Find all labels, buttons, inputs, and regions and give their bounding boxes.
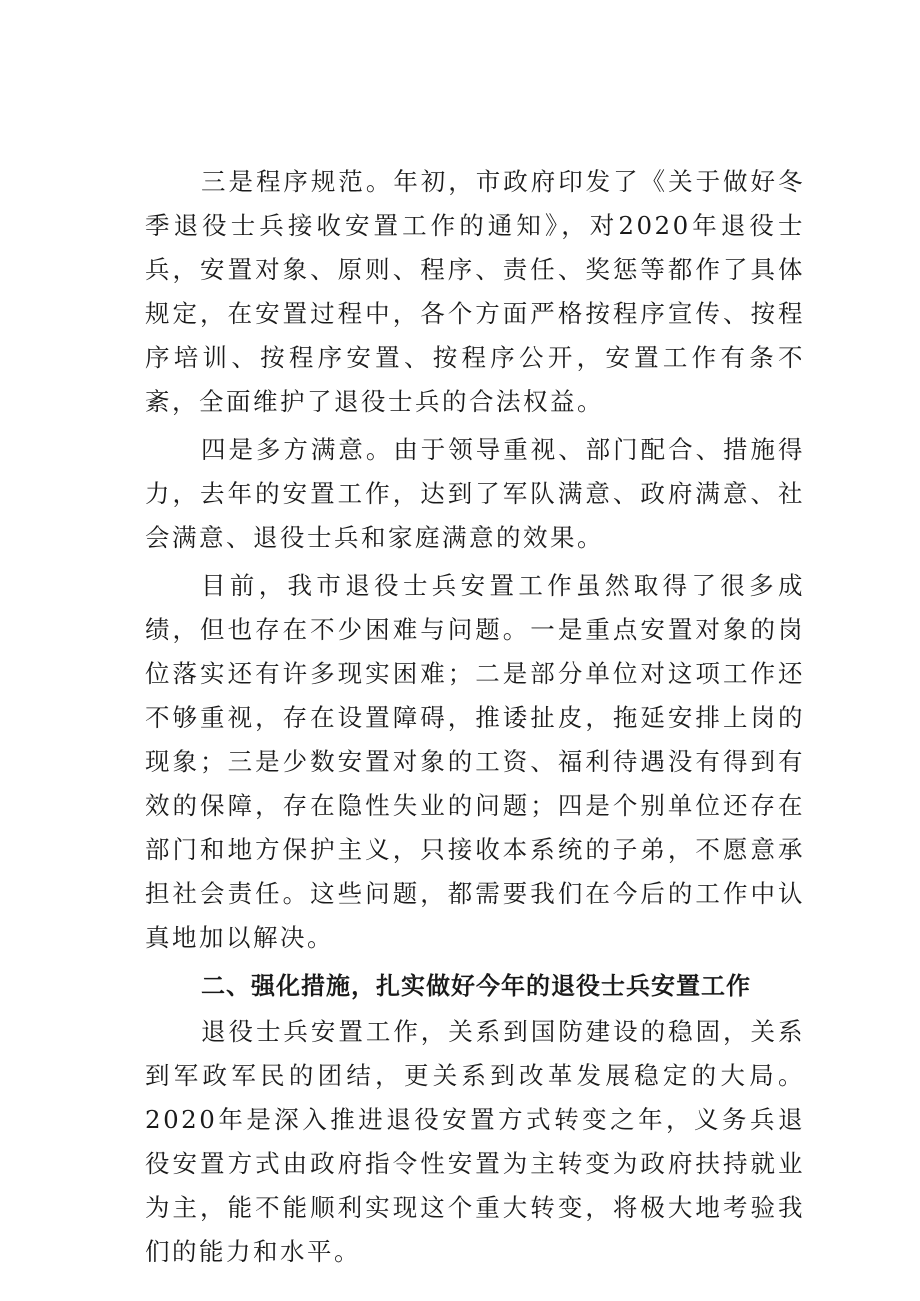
paragraph-current-problems: 目前，我市退役士兵安置工作虽然取得了很多成绩，但也存在不少困难与问题。一是重点安置对象的岗位落实还有许多现实困难；二是部分单位对这项工作还不够重视，存在设置障碍，推诿扯皮，拖延安排上岗的现象；三是少数安置对象的工资、福利待遇没有得到有效的保障，存在隐性失业的问题；四是个别单位还存在部门和地方保护主义，只接收本系统的子弟，不愿意承担社会责任。这些问题，都需要我们在今后的工作中认真地加以解决。: [145, 571, 805, 952]
paragraph-section-intro: 退役士兵安置工作，关系到国防建设的稳固，关系到军政军民的团结，更关系到改革发展稳定的大局。2020年是深入推进退役安置方式转变之年，义务兵退役安置方式由政府指令性安置为主转变为政府扶持就业为主，能不能顺利实现这个重大转变，将极大地考验我们的能力和水平。: [145, 1017, 805, 1266]
document-body: [145, 160, 805, 1278]
section-heading: 二、强化措施，扎实做好今年的退役士兵安置工作: [201, 972, 751, 1000]
paragraph-procedure-standard: 三是程序规范。年初，市政府印发了《关于做好冬季退役士兵接收安置工作的通知》，对2020年退役士兵，安置对象、原则、程序、责任、奖惩等都作了具体规定，在安置过程中，各个方面严格按程序宣传、按程序培训、按程序安置、按程序公开，安置工作有条不紊，全面维护了退役士兵的合法权益。: [145, 167, 805, 416]
paragraph-multi-party-satisfaction: 四是多方满意。由于领导重视、部门配合、措施得力，去年的安置工作，达到了军队满意、政府满意、社会满意、退役士兵和家庭满意的效果。: [145, 435, 805, 552]
